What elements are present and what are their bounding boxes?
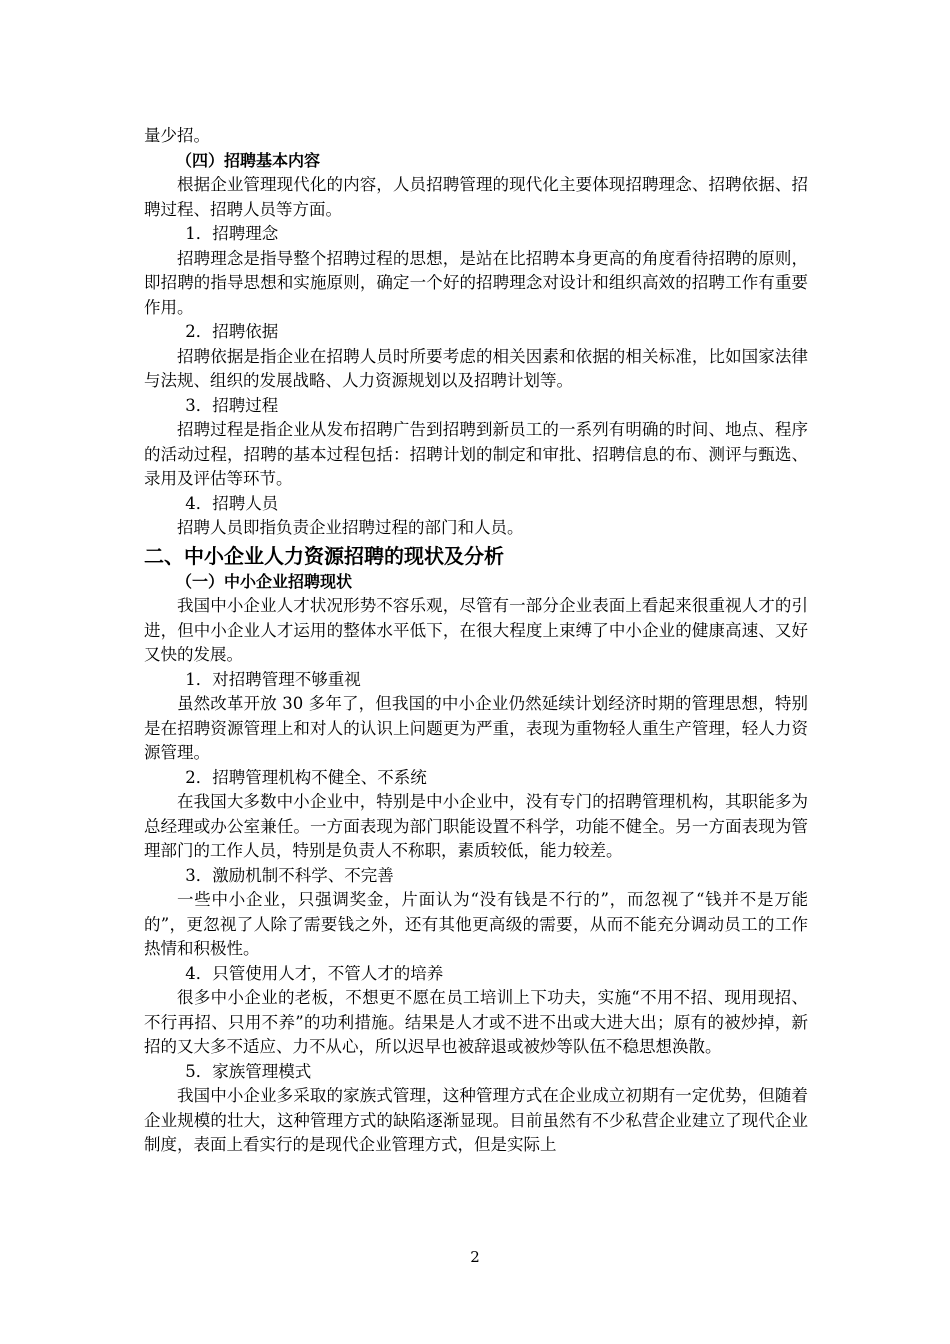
section-heading: 二、中小企业人力资源招聘的现状及分析 <box>144 543 504 568</box>
body-paragraph: 招聘依据是指企业在招聘人员时所要考虑的相关因素和依据的相关标准，比如国家法律与法规、组织的发展战略、人力资源规划以及招聘计划等。 <box>144 346 808 390</box>
text-line: 量少招。 <box>144 126 210 145</box>
body-paragraph: 招聘理念是指导整个招聘过程的思想，是站在比招聘本身更高的角度看待招聘的原则，即招聘的指导思想和实施原则，确定一个好的招聘理念对设计和组织高效的招聘工作有重要作用。 <box>144 248 808 317</box>
body-paragraph: 很多中小企业的老板，不想更不愿在员工培训上下功夫，实施“不用不招、现用现招、不行再招、只用不养”的功利措施。结果是人才或不进不出或大进大出；原有的被炒掉，新招的又大多不适应、力不从心，所以迟早也被辞退或被炒等队伍不稳思想涣散。 <box>144 988 808 1056</box>
list-item-heading: 3．激励机制不科学、不完善 <box>185 865 394 885</box>
list-item-heading: 4．招聘人员 <box>185 493 279 513</box>
list-item-heading: 2．招聘管理机构不健全、不系统 <box>185 767 427 787</box>
list-item-heading: 5．家族管理模式 <box>185 1061 312 1081</box>
body-paragraph: 招聘过程是指企业从发布招聘广告到招聘到新员工的一系列有明确的时间、地点、程序的活动过程，招聘的基本过程包括：招聘计划的制定和审批、招聘信息的布、测评与甄选、录用及评估等环节。 <box>144 420 808 488</box>
body-paragraph: 我国中小企业人才状况形势不容乐观，尽管有一部分企业表面上看起来很重视人才的引进，但中小企业人才运用的整体水平低下，在很大程度上束缚了中小企业的健康高速、又好又快的发展。 <box>144 596 808 664</box>
body-paragraph: 根据企业管理现代化的内容，人员招聘管理的现代化主要体现招聘理念、招聘依据、招聘过程、招聘人员等方面。 <box>144 175 808 219</box>
list-item-heading: 3．招聘过程 <box>185 395 279 415</box>
list-item-heading: 2．招聘依据 <box>185 322 279 341</box>
body-paragraph: 招聘人员即指负责企业招聘过程的部门和人员。 <box>177 518 524 537</box>
list-item-heading: 1．对招聘管理不够重视 <box>185 669 361 689</box>
subsection-heading: （一）中小企业招聘现状 <box>176 571 353 591</box>
list-item-heading: 4．只管使用人才，不管人才的培养 <box>185 963 444 983</box>
body-paragraph: 一些中小企业，只强调奖金，片面认为“没有钱是不行的”，而忽视了“钱并不是万能的”，更忽视了人除了需要钱之外，还有其他更高级的需要，从而不能充分调动员工的工作热情和积极性。 <box>144 890 808 958</box>
body-paragraph: 我国中小企业多采取的家族式管理，这种管理方式在企业成立初期有一定优势，但随着企业规模的壮大，这种管理方式的缺陷逐渐显现。目前虽然有不少私营企业建立了现代企业制度，表面上看实行的是现代企业管理方式，但是实际上 <box>144 1086 808 1154</box>
page-content <box>144 124 808 1158</box>
subsection-heading: （四）招聘基本内容 <box>176 150 321 170</box>
page-number: 2 <box>470 1248 480 1266</box>
body-paragraph: 虽然改革开放 30 多年了，但我国的中小企业仍然延续计划经济时期的管理思想，特别是在招聘资源管理上和对人的认识上问题更为严重，表现为重物轻人重生产管理，轻人力资源管理。 <box>144 694 808 762</box>
list-item-heading: 1．招聘理念 <box>185 224 279 243</box>
body-paragraph: 在我国大多数中小企业中，特别是中小企业中，没有专门的招聘管理机构，其职能多为总经理或办公室兼任。一方面表现为部门职能设置不科学，功能不健全。另一方面表现为管理部门的工作人员，特别是负责人不称职，素质较低，能力较差。 <box>144 792 808 860</box>
